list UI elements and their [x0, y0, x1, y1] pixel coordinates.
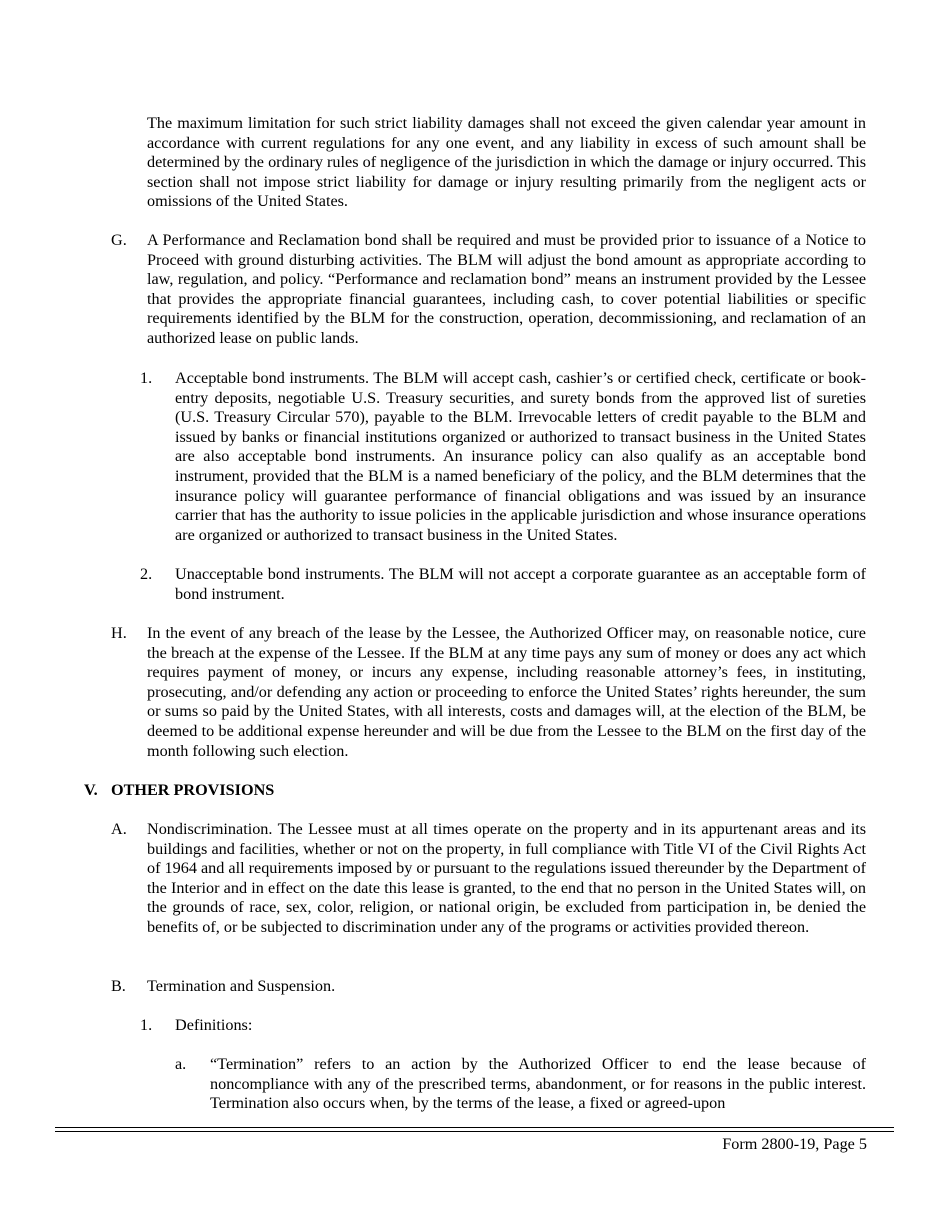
section-v-b-label: B.	[111, 977, 126, 995]
section-v-b-item-1-text: Definitions:	[175, 1016, 253, 1034]
section-v-b-text: Termination and Suspension.	[147, 977, 336, 995]
intro-paragraph: The maximum limitation for such strict liability damages shall not exceed the given calendar year amount in accordance with current regulations for any one event, and any liability in excess of such amount shall be determined by the ordinary rules of negligence of the jurisdiction in which the damage or injury occurred. This section shall not impose strict liability for damage or injury resulting primarily from the negligent acts or omissions of the United States.	[147, 114, 866, 211]
page-footer: Form 2800-19, Page 5	[722, 1135, 867, 1153]
section-v-a-label: A.	[111, 820, 127, 838]
section-g-text: A Performance and Reclamation bond shall be required and must be provided prior to issuance of a Notice to Proceed with ground disturbing activities. The BLM will adjust the bond amount as appropriate according to law, regulation, and policy. “Performance and reclamation bond” means an instrument provided by the Lessee that provides the appropriate financial guarantees, including cash, to cover potential liabilities or specific requirements identified by the BLM for the construction, operation, decommissioning, and reclamation of an authorized lease on public lands.	[147, 231, 866, 347]
section-g-item-1-label: 1.	[140, 369, 153, 387]
section-g-item-2-label: 2.	[140, 565, 153, 583]
section-g-item-1-text: Acceptable bond instruments. The BLM will accept cash, cashier’s or certified check, certificate or book-entry deposits, negotiable U.S. Treasury securities, and surety bonds from the approved list of sureties (U.S. Treasury Circular 570), payable to the BLM. Irrevocable letters of credit payable to the BLM and issued by banks or financial institutions organized or authorized to transact business in the United States are also acceptable bond instruments. An insurance policy can also qualify as an acceptable bond instrument, provided that the BLM is a named beneficiary of the policy, and the BLM determines that the insurance policy will guarantee performance of financial obligations and was issued by an insurance carrier that has the authority to issue policies in the applicable jurisdiction and whose insurance operations are organized or authorized to transact business in the United States.	[175, 369, 866, 544]
section-v-title: OTHER PROVISIONS	[111, 781, 275, 799]
section-v-b-item-1a-text: “Termination” refers to an action by the Authorized Officer to end the lease because of noncompliance with any of the prescribed terms, abandonment, or for reasons in the public interest. Termination also occurs when, by the terms of the lease, a fixed or agreed-upon	[210, 1055, 866, 1113]
section-g-label: G.	[111, 231, 127, 249]
footer-rule-top	[55, 1127, 894, 1128]
section-h-label: H.	[111, 624, 127, 642]
footer-rule-bottom	[55, 1131, 894, 1132]
section-g-item-2-text: Unacceptable bond instruments. The BLM will not accept a corporate guarantee as an acceptable form of bond instrument.	[175, 565, 866, 603]
section-h-text: In the event of any breach of the lease by the Lessee, the Authorized Officer may, on reasonable notice, cure the breach at the expense of the Lessee. If the BLM at any time pays any sum of money or does any act which requires payment of money, or incurs any expense, including reasonable attorney’s fees, in instituting, prosecuting, and/or defending any action or proceeding to enforce the United States’ rights hereunder, the sum or sums so paid by the United States, with all interests, costs and damages will, at the election of the BLM, be deemed to be additional expense hereunder and will be due from the Lessee to the BLM on the first day of the month following such election.	[147, 624, 866, 760]
section-v-b-item-1a-label: a.	[175, 1055, 187, 1073]
section-v-b-item-1-label: 1.	[140, 1016, 153, 1034]
section-v-label: V.	[84, 781, 98, 799]
section-v-a-text: Nondiscrimination. The Lessee must at all times operate on the property and in its appurtenant areas and its buildings and facilities, whether or not on the property, in full compliance with Title VI of the Civil Rights Act of 1964 and all requirements imposed by or pursuant to the regulations issued thereunder by the Department of the Interior and in effect on the date this lease is granted, to the end that no person in the United States will, on the grounds of race, sex, color, religion, or national origin, be excluded from participation in, be denied the benefits of, or be subjected to discrimination under any of the programs or activities provided thereon.	[147, 820, 866, 936]
